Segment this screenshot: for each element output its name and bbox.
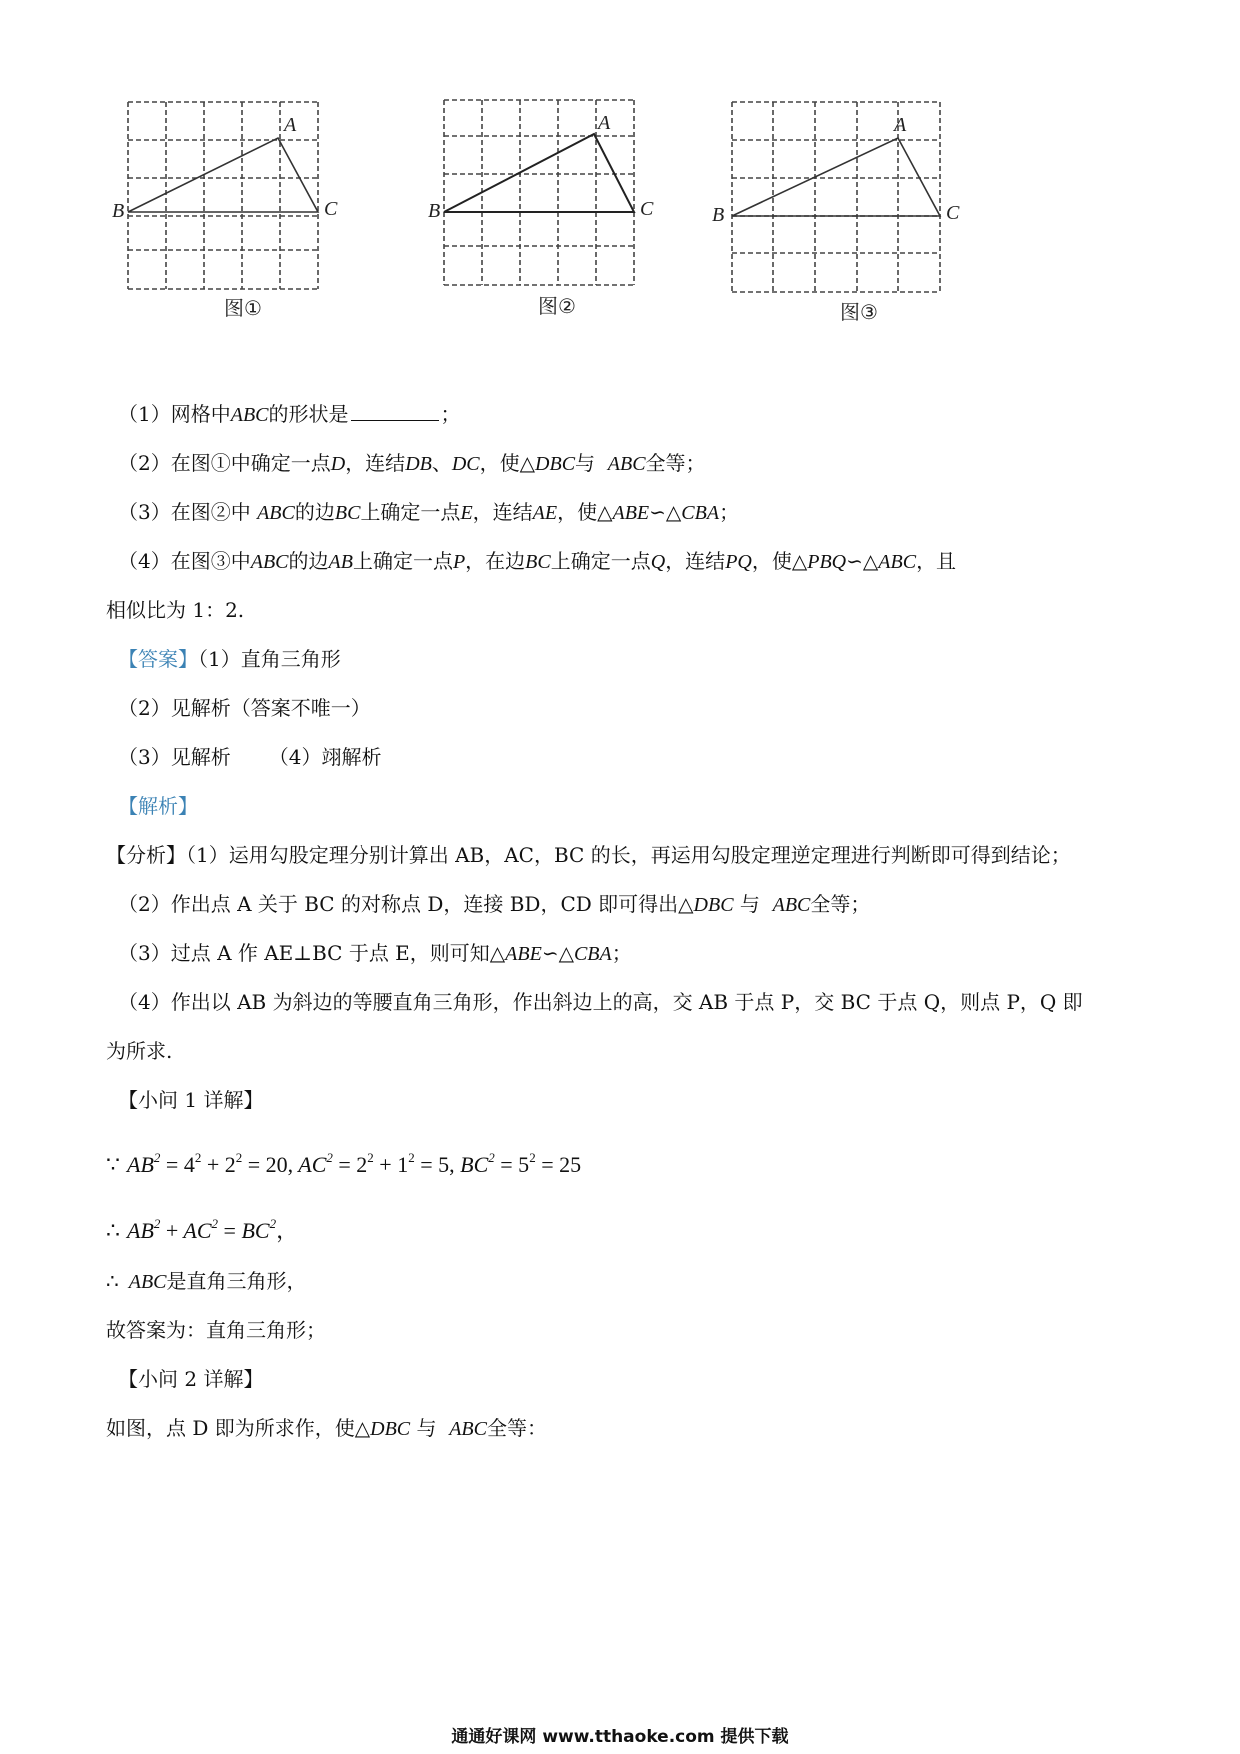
grid-figure-2 (428, 100, 658, 300)
q4-seg-ab: AB (328, 551, 353, 573)
formula-2: $AB^2 + AC^2 = BC^2$， (127, 1216, 299, 1243)
q3-point-e: E (460, 502, 473, 524)
question-3 (118, 488, 1138, 537)
analysis-line-2 (118, 880, 1138, 929)
answer-blank (351, 402, 439, 421)
q4-text-b: 的边 (288, 549, 329, 573)
detail2-dbc: DBC (370, 1418, 411, 1440)
q3-text-c: 上确定一点 (360, 500, 461, 524)
q2-tri-dbc: DBC (535, 453, 576, 475)
q3-seg-bc: BC (334, 502, 361, 524)
because-symbol: ∵ (106, 1153, 120, 1178)
figure-caption: 图③ (840, 300, 878, 324)
triangle-abc (128, 138, 318, 212)
q3-text-h: ； (719, 500, 740, 524)
q4-point-p: P (452, 551, 466, 573)
label-c: C (324, 198, 338, 220)
analysis-tag: 【解析】 (118, 794, 198, 818)
q4-seg-bc: BC (525, 551, 551, 573)
q2-text-a: （2）在图①中确定一点 (118, 451, 331, 475)
figure-caption: 图① (224, 296, 262, 320)
q2-text-g: 全等； (645, 451, 706, 475)
grid-figure-1 (112, 100, 342, 300)
analysis-s2c: 与 (739, 892, 760, 916)
q4-seg-pq: PQ (725, 551, 752, 573)
detail2-text (106, 1404, 1138, 1453)
q4-text-a: （4）在图③中 (118, 549, 251, 573)
q2-point-d: D (330, 453, 346, 475)
analysis-s3c: ∽△ (541, 941, 574, 965)
q2-text-e: ，使△ (479, 451, 536, 475)
q4-tri-abc-2: ABC (878, 551, 917, 573)
q2-text-f: 与 (575, 451, 596, 475)
detail2-a: 如图，点 D 即为所求作，使△ (106, 1416, 371, 1440)
conclusion-triangle: ABC (128, 1271, 167, 1293)
fenxi-tag: 【分析】 (106, 843, 186, 867)
analysis-s3e: ； (611, 941, 632, 965)
question-1 (118, 390, 1138, 439)
q2-seg-dc: DC (451, 453, 480, 475)
q4-text-g: ，使△ (751, 549, 808, 573)
analysis-heading (118, 782, 1138, 831)
analysis-s3d: CBA (573, 943, 612, 965)
q4-tri-pbq: PBQ (807, 551, 847, 573)
q3-text-g: ∽△ (649, 500, 682, 524)
triangle-abc (732, 138, 940, 216)
q1-triangle: ABC (230, 404, 269, 426)
detail1-heading: 【小问 1 详解】 (118, 1088, 264, 1112)
grid-figure-3 (712, 100, 942, 300)
q4-text-c: 上确定一点 (352, 549, 453, 573)
q2-text-c: 、 (431, 451, 452, 475)
page-footer: 通通好课网 www.tthaoke.com 提供下载 (451, 1727, 789, 1747)
q4-text-f: ，连结 (665, 549, 726, 573)
answer-line-2: （2）见解析（答案不唯一） (118, 696, 371, 720)
q1-prefix: （1）网格中 (118, 402, 231, 426)
q4-text-i: ，且 (916, 549, 957, 573)
figure-3 (712, 100, 960, 324)
q3-tri-cba: CBA (681, 502, 720, 524)
q4-text-d: ，在边 (465, 549, 526, 573)
q2-tri-abc: ABC (607, 453, 646, 475)
detail2-c: 全等： (487, 1416, 547, 1440)
label-b: B (712, 204, 725, 226)
analysis-s3a: （3）过点 A 作 AE⊥BC 于点 E，则可知△ (118, 941, 506, 965)
therefore-symbol-2: ∴ (106, 1269, 119, 1293)
analysis-line-4-cont: 为所求. (106, 1039, 173, 1063)
label-c: C (640, 198, 654, 220)
figure-caption: 图② (538, 294, 576, 318)
question-4-cont: 相似比为 1：2. (106, 598, 245, 622)
answer-1: （1）直角三角形 (198, 647, 341, 671)
label-c: C (946, 202, 960, 224)
q4-point-q: Q (650, 551, 666, 573)
q4-text-h: ∽△ (846, 549, 879, 573)
q1-end: ； (440, 402, 461, 426)
analysis-s2b: DBC (693, 894, 734, 916)
analysis-line-1 (106, 831, 1138, 880)
therefore-symbol: ∴ (106, 1219, 120, 1244)
analysis-line-4: （4）作出以 AB 为斜边的等腰直角三角形，作出斜边上的高，交 AB 于点 P，交 BC 于点 Q，则点 P，Q 即 (118, 990, 1083, 1014)
answer-3: （3）见解析 (118, 745, 231, 769)
formula-because (106, 1125, 1138, 1191)
q4-tri-abc: ABC (250, 551, 289, 573)
label-b: B (428, 200, 441, 222)
q3-text-a: （3）在图②中 (118, 500, 251, 524)
formula-therefore (106, 1191, 1138, 1257)
analysis-s2a: （2）作出点 A 关于 BC 的对称点 D，连接 BD，CD 即可得出△ (118, 892, 694, 916)
detail1-conclusion (106, 1257, 1138, 1306)
analysis-s1: （1）运用勾股定理分别计算出 AB，AC，BC 的长，再运用勾股定理逆定理进行判断即可得到结论； (186, 843, 1071, 867)
answer-tag: 【答案】 (118, 647, 198, 671)
detail1-answer: 故答案为：直角三角形； (106, 1318, 326, 1342)
answer-line-3 (118, 733, 1138, 782)
detail2-heading: 【小问 2 详解】 (118, 1367, 264, 1391)
answer-line-1 (118, 635, 1138, 684)
question-2 (118, 439, 1138, 488)
q2-seg-db: DB (405, 453, 432, 475)
document-body (106, 390, 1138, 1453)
triangle-abc (444, 134, 634, 212)
q1-suffix: 的形状是 (268, 402, 349, 426)
detail2-b: 与 (416, 1416, 437, 1440)
label-a: A (598, 112, 611, 134)
figure-1 (112, 100, 342, 320)
conclusion-text: 是直角三角形， (166, 1269, 307, 1293)
q3-text-d: ，连结 (472, 500, 533, 524)
analysis-s2d: ABC (772, 894, 811, 916)
label-a: A (284, 114, 297, 136)
analysis-line-3 (118, 929, 1138, 978)
formula-1: $AB^2 = 4^2 + 2^2 = 20$, $AC^2 = 2^2 + 1^2 = 5$, $BC^2 = 5^2 = 25$ (127, 1150, 582, 1177)
q3-seg-ae: AE (532, 502, 558, 524)
label-a: A (894, 114, 907, 136)
q3-text-f: ，使△ (557, 500, 613, 524)
question-4 (118, 537, 1138, 586)
label-b: B (112, 200, 125, 222)
q3-tri-abe: ABE (612, 502, 650, 524)
q3-text-b: 的边 (294, 500, 335, 524)
q2-text-b: ，连结 (345, 451, 406, 475)
answer-4: （4）翊解析 (268, 745, 382, 769)
detail2-abc: ABC (449, 1418, 487, 1440)
figure-2 (428, 100, 658, 318)
analysis-s2e: 全等； (810, 892, 871, 916)
q3-tri-abc: ABC (257, 502, 295, 524)
q4-text-e: 上确定一点 (550, 549, 651, 573)
analysis-s3b: ABE (505, 943, 542, 965)
